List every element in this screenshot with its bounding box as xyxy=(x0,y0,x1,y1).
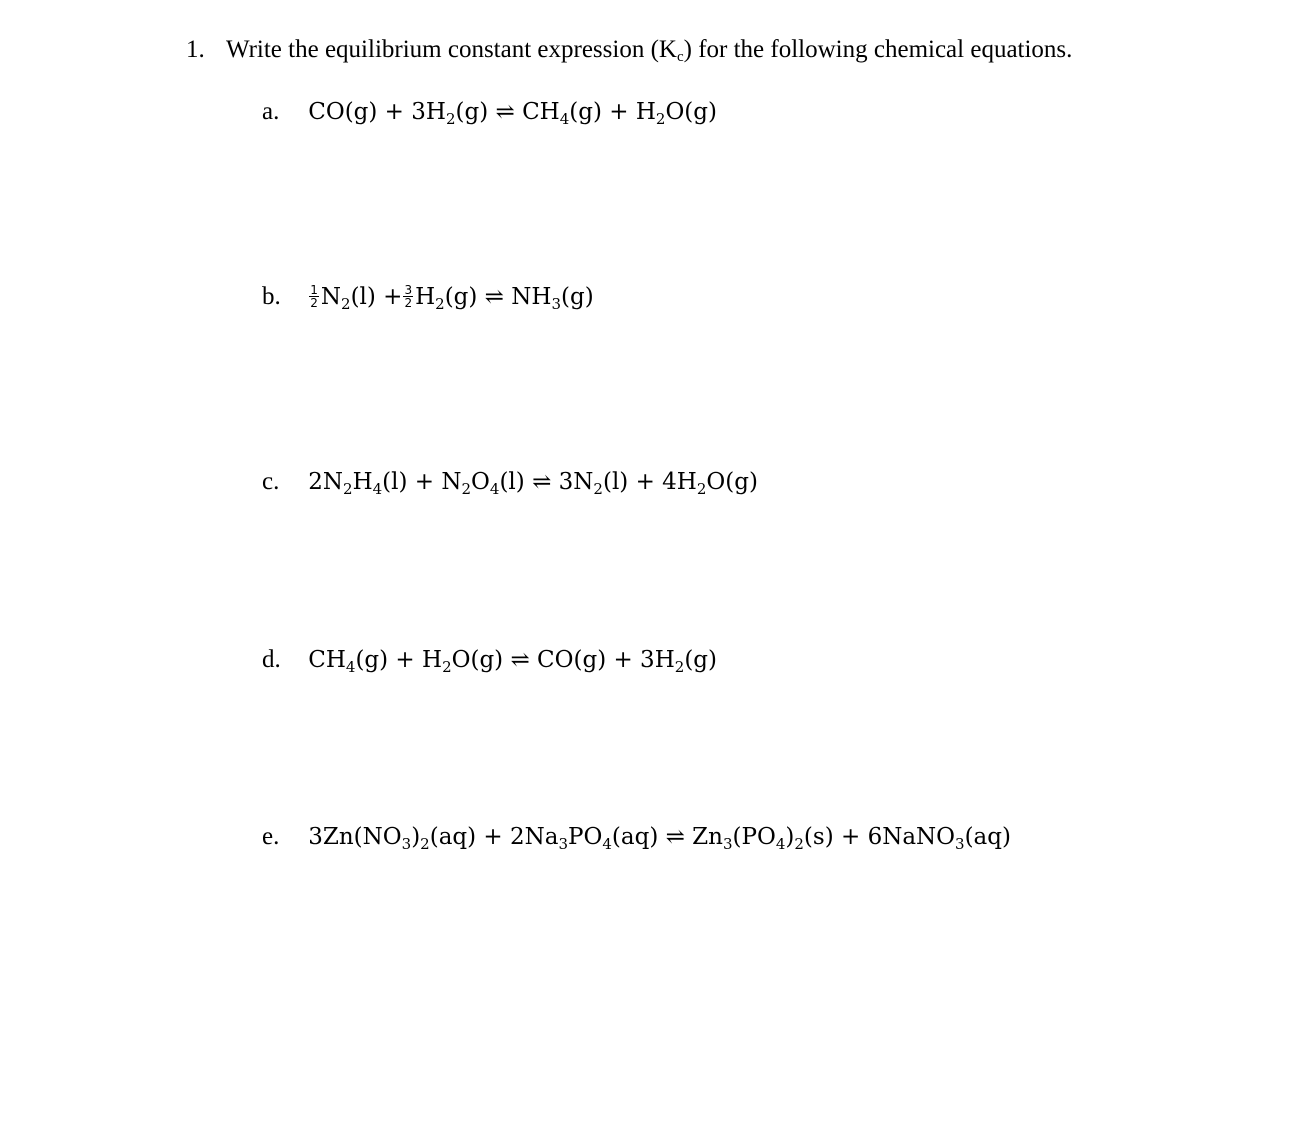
question-number: 1. xyxy=(186,36,205,63)
chemical-equation: $CO(g) + 3H_2(g)$ ⇌ $CH_4(g) + H_2O(g)$ xyxy=(308,99,717,128)
item-letter: e. xyxy=(262,823,280,850)
item-letter: d. xyxy=(262,646,281,673)
chemical-equation: $CH_4(g) + H_2O(g)$ ⇌ $CO(g) + 3H_2(g)$ xyxy=(308,647,717,676)
question-1 xyxy=(186,36,1072,64)
item-letter: c. xyxy=(262,468,280,495)
equation-item-b xyxy=(262,283,594,311)
chemical-equation: $\frac{1}{2}$ $N_2(l)$ + $\frac{3}{2}$ $H_2(g)$ ⇌ $NH_3(g)$ xyxy=(310,282,594,313)
equation-item-d xyxy=(262,646,717,674)
question-text: Write the equilibrium constant expression (Kc) for the following chemical equations. xyxy=(226,36,1073,65)
fraction-one-half: $\frac{1}{2}$ xyxy=(310,282,318,310)
equation-item-c xyxy=(262,468,758,496)
equation-item-a xyxy=(262,98,717,126)
item-letter: a. xyxy=(262,98,280,125)
fraction-three-halves: $\frac{3}{2}$ xyxy=(404,282,413,310)
item-letter: b. xyxy=(262,283,281,310)
chemical-equation: $3Zn(NO_3)_2(aq) + 2Na_3PO_4(aq)$ ⇌ $Zn_3(PO_4)_2(s)$ + 6NaNO$_3$(aq) xyxy=(308,824,1011,853)
equation-item-e xyxy=(262,823,1011,851)
kc-subscript: c xyxy=(676,49,684,65)
chemical-equation: $2N_2H_4(l) + N_2O_4(l)$ ⇌ $3N_2(l) + 4H_2O(g)$ xyxy=(308,469,758,498)
